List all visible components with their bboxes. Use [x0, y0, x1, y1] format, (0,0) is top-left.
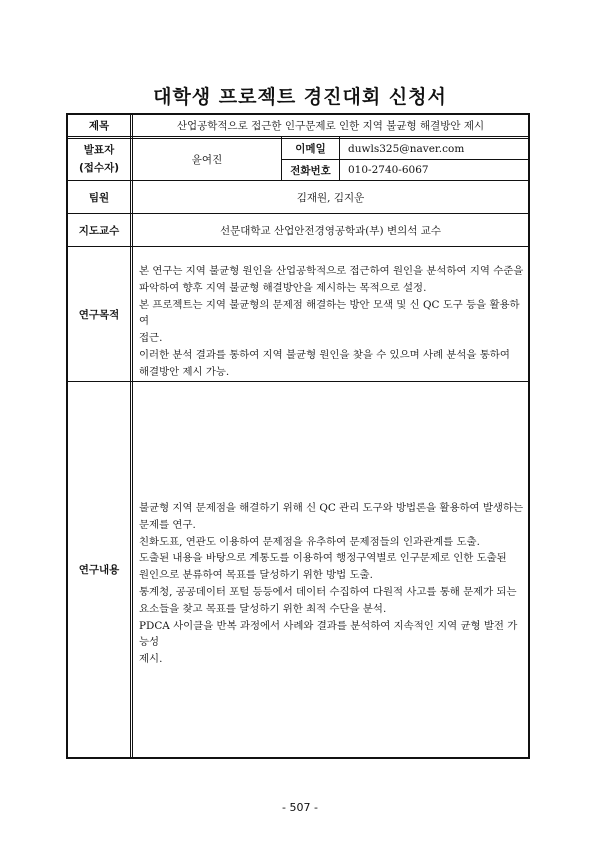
row-divider	[68, 246, 528, 247]
advisor-label: 지도교수	[78, 224, 120, 237]
content-line: PDCA 사이클을 반복 과정에서 사례와 결과를 분석하여 지속적인 지역 균형 발전 가능성	[139, 619, 518, 649]
purpose-text	[139, 263, 525, 381]
content-label: 연구내용	[78, 564, 120, 576]
advisor-value: 선문대학교 산업안전경영공학과(부) 변의석 교수	[219, 224, 442, 237]
purpose-line: 본 프로젝트는 지역 불균형의 문제점 해결하는 방안 모색 및 신 QC 도구 등을 활용하여	[139, 298, 520, 328]
presenter-name: 윤여진	[191, 153, 223, 166]
title-value: 산업공학적으로 접근한 인구문제로 인한 지역 불균형 해결방안 제시	[176, 120, 485, 132]
title-label: 제목	[88, 120, 110, 132]
presenter-label-line1: 발표자	[83, 144, 115, 156]
purpose-line: 해결방안 제시 가능.	[139, 365, 230, 378]
content-line: 도출된 내용을 바탕으로 계통도를 이용하여 행정구역별로 인구문제로 인한 도출된	[139, 552, 507, 565]
purpose-line: 접근.	[139, 332, 163, 345]
team-label: 팀원	[88, 191, 110, 204]
purpose-line: 이러한 분석 결과를 통하여 지역 불균형 원인을 찾을 수 있으며 사례 분석을 통하여	[139, 348, 510, 361]
document-title: 대학생 프로젝트 경진대회 신청서	[153, 86, 447, 108]
content-text	[139, 500, 525, 668]
content-line: 제시.	[139, 653, 163, 666]
email-value: duwls325@naver.com	[348, 142, 465, 155]
content-line: 친화도표, 연관도 이용하여 문제점을 유추하여 문제점들의 인과관계를 도출.	[139, 535, 480, 548]
content-line: 문제를 연구.	[139, 518, 196, 531]
content-line: 요소들을 찾고 목표를 달성하기 위한 최적 수단을 분석.	[139, 602, 387, 615]
content-line: 원인으로 분류하여 목표를 달성하기 위한 방법 도출.	[139, 569, 373, 582]
email-label: 이메일	[295, 143, 326, 155]
purpose-label: 연구목적	[78, 308, 120, 321]
purpose-line: 파악하여 향후 지역 불균형 해결방안을 제시하는 목적으로 설정.	[139, 281, 427, 294]
presenter-label-line2: (접수자)	[78, 162, 120, 174]
content-line: 통계청, 공공데이터 포털 등등에서 데이터 수집하여 다원적 사고를 통해 문제가 되는	[139, 585, 517, 598]
content-line: 불균형 지역 문제점을 해결하기 위해 신 QC 관리 도구와 방법론을 활용하여 발생하는	[139, 502, 524, 514]
team-value: 김재원, 김지운	[296, 191, 365, 204]
page-number: - 507 -	[282, 801, 318, 814]
application-form-table	[66, 113, 530, 759]
row-divider	[68, 381, 528, 382]
phone-value: 010-2740-6067	[348, 164, 429, 176]
phone-label: 전화번호	[290, 164, 331, 177]
purpose-line: 본 연구는 지역 불균형 원인을 산업공학적으로 접근하여 원인을 분석하여 지역 수준을	[139, 265, 524, 277]
presenter-label	[68, 138, 130, 180]
